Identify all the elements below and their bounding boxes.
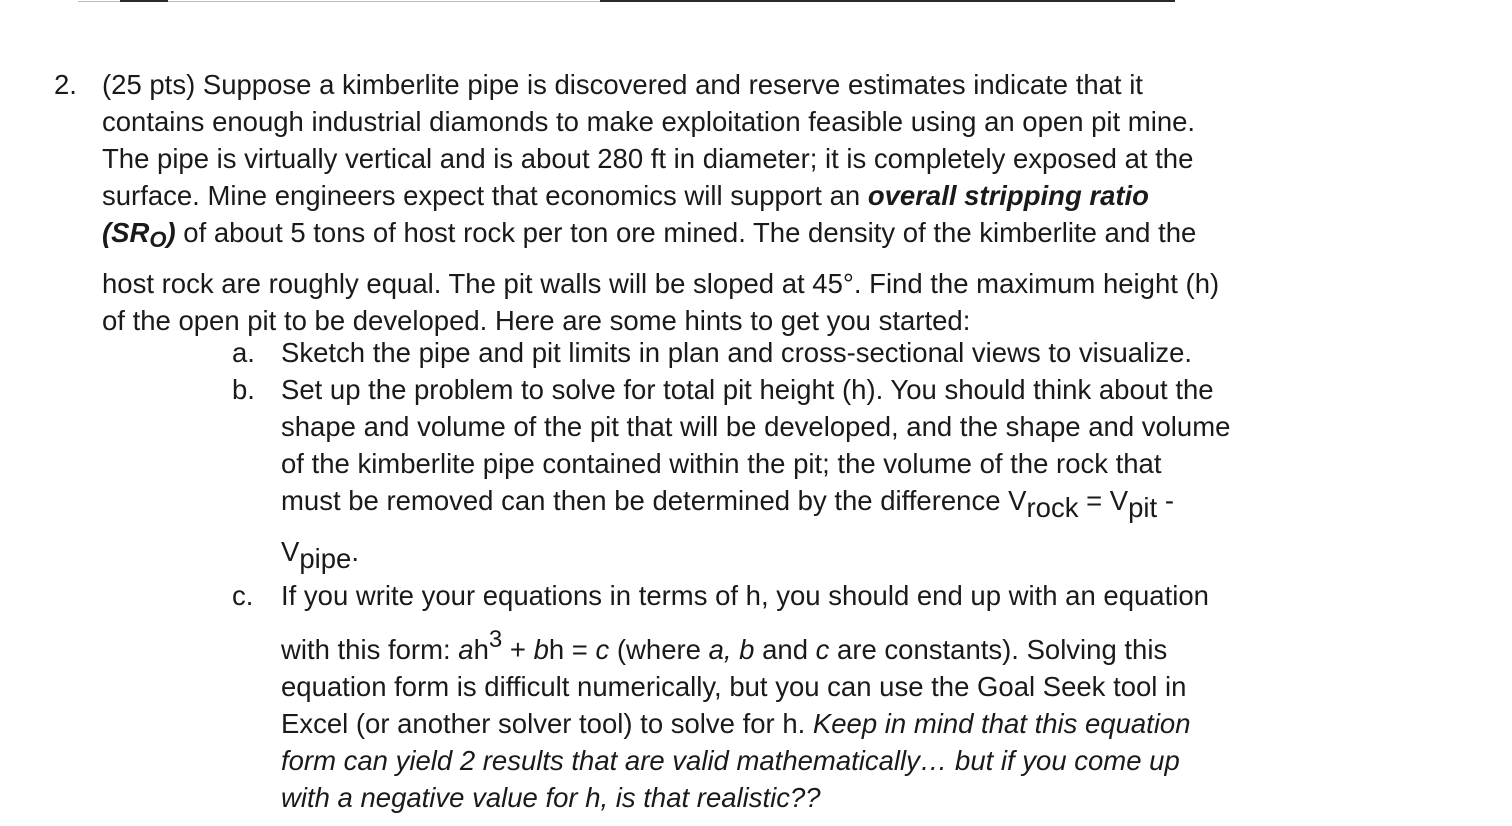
hint-c-marker: c. xyxy=(232,580,254,611)
problem-points: (25 pts) xyxy=(102,69,196,100)
hint-c-caution-1: Keep in mind that this equation xyxy=(812,708,1191,739)
problem-line-3: The pipe is virtually vertical and is about 280 ft in diameter; it is completely exposed at the xyxy=(102,143,1194,174)
v-pipe: Vpipe xyxy=(281,536,352,574)
hint-c-line-1: If you write your equations in terms of h, you should end up with an equation xyxy=(281,580,1209,611)
problem-body xyxy=(102,66,1352,339)
cubic-equation: ah3 + bh = c xyxy=(458,626,610,665)
top-rule-short xyxy=(120,0,168,2)
problem-line-5 xyxy=(102,214,1352,258)
top-rule-long xyxy=(600,0,1175,2)
hint-c-line-4: Excel (or another solver tool) to solve for h. Keep in mind that this equation xyxy=(281,708,1191,739)
problem-number: 2. xyxy=(54,69,77,100)
hint-c-caution-3: with a negative value for h, is that realistic?? xyxy=(281,782,821,813)
problem-text-1: Suppose a kimberlite pipe is discovered and reserve estimates indicate that it xyxy=(202,69,1143,100)
problem-line-1 xyxy=(102,66,1352,103)
v-pit: Vpit xyxy=(1109,485,1158,523)
hint-b-line-5: Vpipe. xyxy=(281,536,359,574)
problem-line-2: contains enough industrial diamonds to make exploitation feasible using an open pit mine. xyxy=(102,106,1196,137)
problem-text-4: surface. Mine engineers expect that economics will support an xyxy=(102,180,868,211)
problem-line-6: host rock are roughly equal. The pit walls will be sloped at 45°. Find the maximum height (h) xyxy=(102,268,1220,299)
hint-b-line-1: Set up the problem to solve for total pit height (h). You should think about the xyxy=(281,374,1214,405)
hint-b-line-3: of the kimberlite pipe contained within the pit; the volume of the rock that xyxy=(281,448,1162,479)
hint-c-line-2: with this form: ah3 + bh = c (where a, b and c are constants). Solving this xyxy=(281,626,1168,665)
hint-a xyxy=(232,334,1332,371)
hints-list xyxy=(232,334,1332,816)
hint-a-marker: a. xyxy=(232,337,255,368)
problem-line-4 xyxy=(102,177,1352,214)
hint-c xyxy=(232,577,1332,816)
stripping-ratio-abbr: $(SR_O)$ xyxy=(102,217,176,252)
hint-a-text: Sketch the pipe and pit limits in plan and cross-sectional views to visualize. xyxy=(281,337,1193,368)
problem-line-7: of the open pit to be developed. Here are some hints to get you started: xyxy=(102,305,971,336)
v-rock: Vrock xyxy=(1008,485,1079,523)
hint-b-line-2: shape and volume of the pit that will be developed, and the shape and volume xyxy=(281,411,1231,442)
stripping-ratio-term: overall stripping ratio xyxy=(867,180,1149,211)
problem-text-5: of about 5 tons of host rock per ton ore mined. The density of the kimberlite and the xyxy=(175,217,1197,248)
hint-c-line-3: equation form is difficult numerically, but you can use the Goal Seek tool in xyxy=(281,671,1187,702)
hint-c-caution-2: form can yield 2 results that are valid mathematically… but if you come up xyxy=(281,745,1180,776)
hint-b-marker: b. xyxy=(232,374,255,405)
hint-b xyxy=(232,371,1332,577)
hint-b-line-4: must be removed can then be determined by the difference Vrock = Vpit - xyxy=(281,485,1174,523)
